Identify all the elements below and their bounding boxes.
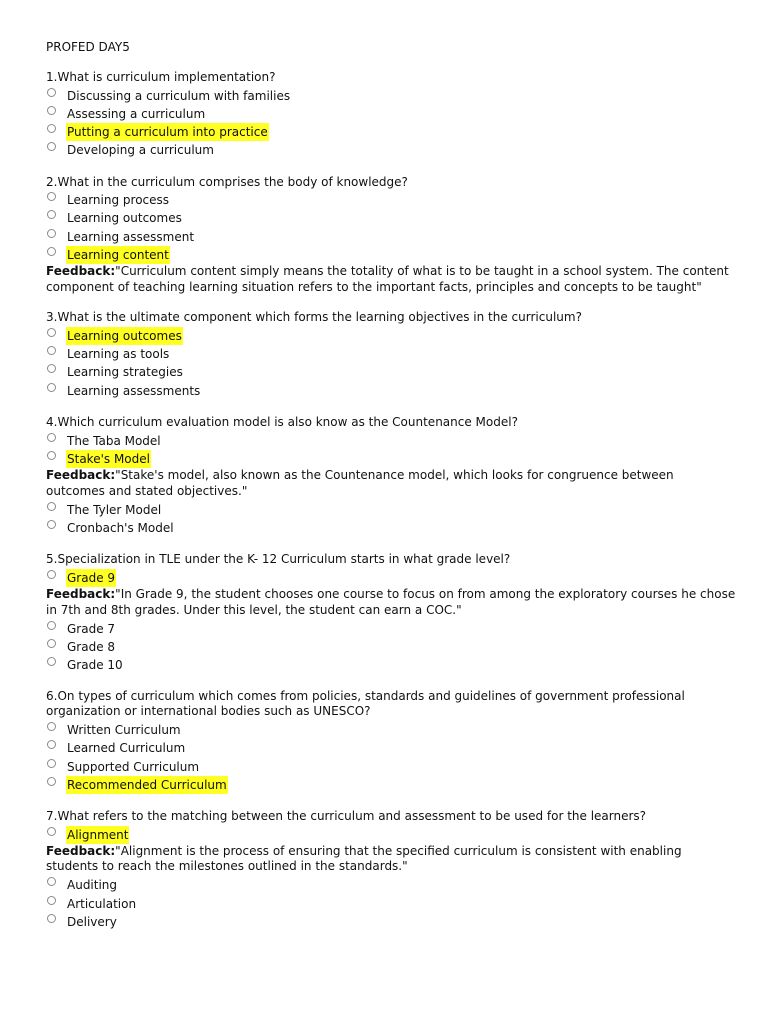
answer-option[interactable]: [46, 228, 736, 246]
answer-option[interactable]: [46, 876, 736, 894]
answer-option[interactable]: [46, 501, 736, 519]
option-label: The Tyler Model: [67, 502, 162, 517]
radio-button-icon[interactable]: [47, 639, 56, 648]
option-label: Grade 8: [67, 639, 116, 654]
option-label: Written Curriculum: [67, 722, 181, 737]
answer-option[interactable]: [46, 246, 736, 264]
radio-button-icon[interactable]: [47, 877, 56, 886]
question-text: 7.What refers to the matching between the curriculum and assessment to be used for the learners?: [46, 809, 647, 824]
answer-option[interactable]: [46, 141, 736, 159]
answer-option[interactable]: [46, 913, 736, 931]
feedback-label: Feedback:: [46, 264, 116, 279]
option-label: Learning process: [67, 193, 170, 208]
feedback-text: [46, 587, 736, 618]
document-title: PROFED DAY5: [46, 40, 130, 54]
option-label: Developing a curriculum: [67, 143, 214, 158]
answer-option[interactable]: [46, 209, 736, 227]
answer-option[interactable]: [46, 656, 736, 674]
feedback-label: Feedback:: [46, 587, 116, 602]
radio-button-icon[interactable]: [47, 142, 56, 151]
question-block: [46, 552, 736, 674]
option-label: Delivery: [67, 915, 117, 930]
radio-button-icon[interactable]: [47, 124, 56, 133]
option-label: Learned Curriculum: [67, 741, 186, 756]
feedback-body: "Alignment is the process of ensuring that the specified curriculum is consistent with enabling students to reach the milestones outlined in the standards.": [46, 843, 682, 874]
option-label: Learning assessments: [67, 383, 201, 398]
radio-button-icon[interactable]: [47, 896, 56, 905]
option-label: Supported Curriculum: [67, 759, 200, 774]
answer-option[interactable]: [46, 739, 736, 757]
radio-button-icon[interactable]: [47, 657, 56, 666]
option-label: Articulation: [67, 896, 137, 911]
document-page: [46, 40, 736, 946]
radio-button-icon[interactable]: [47, 759, 56, 768]
feedback-text: [46, 468, 736, 499]
radio-button-icon[interactable]: [47, 328, 56, 337]
answer-option[interactable]: [46, 191, 736, 209]
correct-answer-label: Putting a curriculum into practice: [67, 125, 268, 140]
answer-option[interactable]: [46, 826, 736, 844]
question-block: [46, 175, 736, 296]
answer-option[interactable]: [46, 105, 736, 123]
answer-option[interactable]: [46, 776, 736, 794]
correct-answer-label: Grade 9: [67, 570, 116, 585]
radio-button-icon[interactable]: [47, 502, 56, 511]
radio-button-icon[interactable]: [47, 88, 56, 97]
option-label: Learning strategies: [67, 365, 183, 380]
answer-option[interactable]: [46, 327, 736, 345]
answer-option[interactable]: [46, 519, 736, 537]
correct-answer-label: Stake's Model: [67, 451, 150, 466]
answer-option[interactable]: [46, 432, 736, 450]
radio-button-icon[interactable]: [47, 229, 56, 238]
answer-option[interactable]: [46, 382, 736, 400]
option-label: The Taba Model: [67, 433, 161, 448]
radio-button-icon[interactable]: [47, 106, 56, 115]
radio-button-icon[interactable]: [47, 777, 56, 786]
radio-button-icon[interactable]: [47, 827, 56, 836]
feedback-text: [46, 844, 736, 875]
answer-option[interactable]: [46, 345, 736, 363]
answer-option[interactable]: [46, 569, 736, 587]
answer-option[interactable]: [46, 638, 736, 656]
radio-button-icon[interactable]: [47, 210, 56, 219]
question-text: 6.On types of curriculum which comes from policies, standards and guidelines of government professional organization or international bodies such as UNESCO?: [46, 689, 685, 719]
answer-option[interactable]: [46, 620, 736, 638]
radio-button-icon[interactable]: [47, 621, 56, 630]
radio-button-icon[interactable]: [47, 451, 56, 460]
radio-button-icon[interactable]: [47, 740, 56, 749]
answer-option[interactable]: [46, 758, 736, 776]
option-label: Auditing: [67, 878, 118, 893]
correct-answer-label: Learning outcomes: [67, 328, 182, 343]
option-label: Learning outcomes: [67, 211, 182, 226]
correct-answer-label: Recommended Curriculum: [67, 777, 227, 792]
question-text: 5.Specialization in TLE under the K- 12 Curriculum starts in what grade level?: [46, 552, 511, 567]
radio-button-icon[interactable]: [47, 364, 56, 373]
option-label: Cronbach's Model: [67, 520, 174, 535]
radio-button-icon[interactable]: [47, 383, 56, 392]
question-text: 1.What is curriculum implementation?: [46, 70, 276, 84]
radio-button-icon[interactable]: [47, 433, 56, 442]
question-block: [46, 809, 736, 931]
radio-button-icon[interactable]: [47, 247, 56, 256]
radio-button-icon[interactable]: [47, 520, 56, 529]
answer-option[interactable]: [46, 363, 736, 381]
answer-option[interactable]: [46, 87, 736, 105]
question-block: [46, 415, 736, 537]
question-text: 4.Which curriculum evaluation model is also know as the Countenance Model?: [46, 415, 518, 430]
question-block: [46, 70, 736, 160]
answer-option[interactable]: [46, 895, 736, 913]
option-label: Learning assessment: [67, 229, 195, 244]
feedback-label: Feedback:: [46, 843, 116, 858]
radio-button-icon[interactable]: [47, 570, 56, 579]
answer-option[interactable]: [46, 450, 736, 468]
question-block: [46, 310, 736, 400]
question-block: [46, 689, 736, 794]
question-text: 2.What in the curriculum comprises the body of knowledge?: [46, 174, 408, 189]
feedback-body: "Curriculum content simply means the totality of what is to be taught in a school system. The content component of teaching learning situation refers to the important facts, principles and concepts to be taught": [46, 264, 729, 294]
question-list: [46, 70, 736, 931]
radio-button-icon[interactable]: [47, 914, 56, 923]
feedback-text: [46, 264, 736, 295]
correct-answer-label: Alignment: [67, 827, 129, 842]
option-label: Learning as tools: [67, 347, 170, 362]
feedback-body: "In Grade 9, the student chooses one course to focus on from among the exploratory courses he chose in 7th and 8th grades. Under this level, the student can earn a COC.": [46, 587, 736, 617]
feedback-label: Feedback:: [46, 468, 116, 483]
radio-button-icon[interactable]: [47, 722, 56, 731]
option-label: Grade 7: [67, 621, 116, 636]
radio-button-icon[interactable]: [47, 346, 56, 355]
option-label: Assessing a curriculum: [67, 106, 206, 121]
option-label: Discussing a curriculum with families: [67, 88, 291, 103]
correct-answer-label: Learning content: [67, 248, 169, 263]
answer-option[interactable]: [46, 721, 736, 739]
radio-button-icon[interactable]: [47, 192, 56, 201]
question-text: 3.What is the ultimate component which forms the learning objectives in the curriculum?: [46, 310, 582, 325]
feedback-body: "Stake's model, also known as the Countenance model, which looks for congruence between outcomes and stated objectives.": [46, 468, 674, 498]
option-label: Grade 10: [67, 658, 123, 673]
answer-option[interactable]: [46, 123, 736, 141]
